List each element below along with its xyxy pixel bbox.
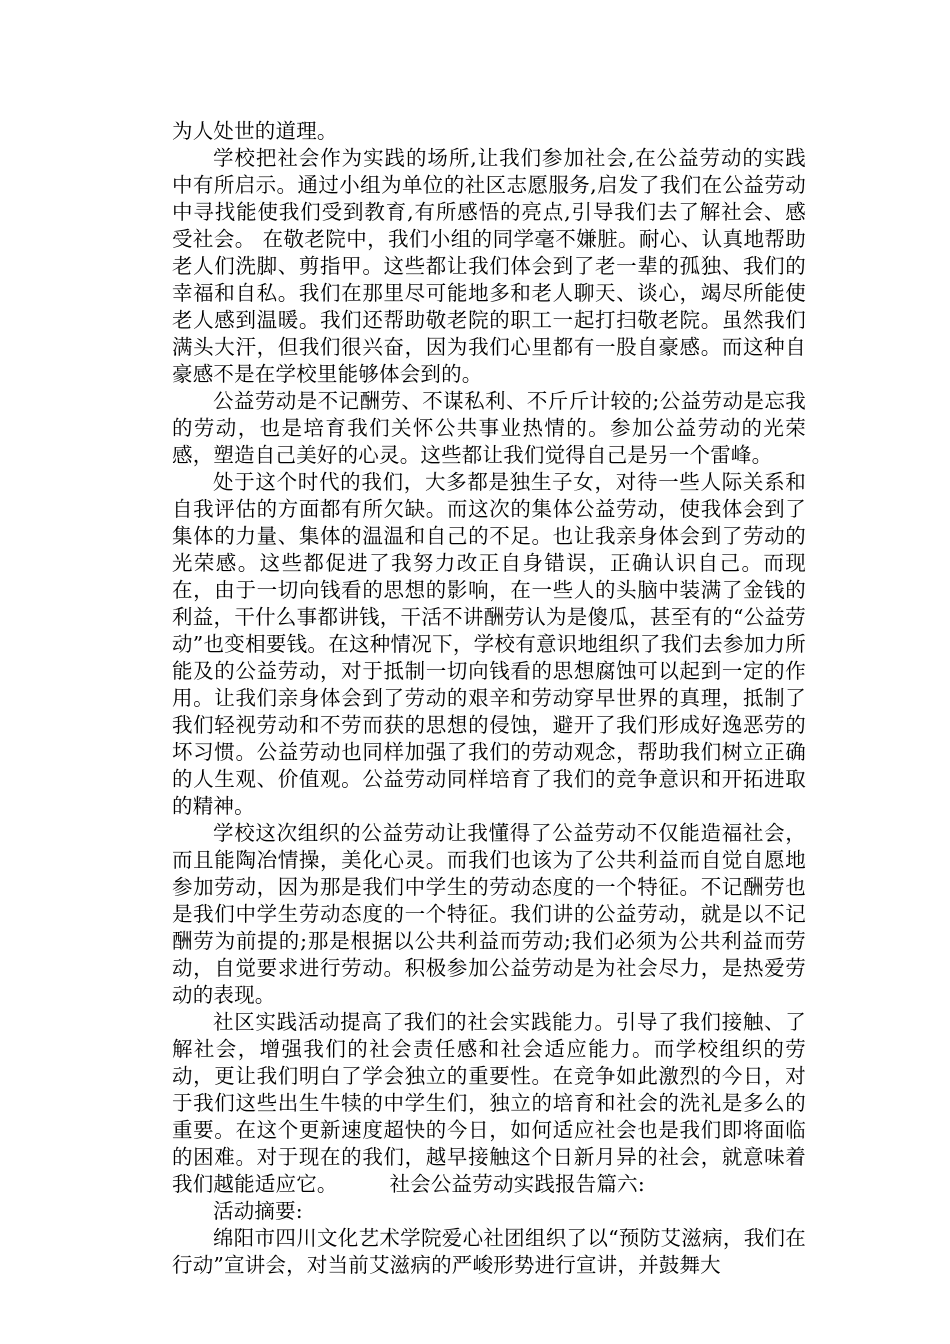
- paragraph-6: 社区实践活动提高了我们的社会实践能力。引导了我们接触、了解社会，增强我们的社会责任感和社会适应能力。而学校组织的劳动，更让我们明白了学会独立的重要性。在竞争如此激烈的今日，对于我们这些出生牛犊的中学生们，独立的培育和社会的洗礼是多么的重要。在这个更新速度超快的今日，如何适应社会也是我们即将面临的困难。对于现在的我们，越早接触这个日新月异的社会，就意味着我们越能适应它。 社会公益劳动实践报告篇六:: [172, 1010, 806, 1196]
- paragraph-5: 学校这次组织的公益劳动让我懂得了公益劳动不仅能造福社会，而且能陶冶情操，美化心灵。而我们也该为了公共利益而自觉自愿地参加劳动，因为那是我们中学生的劳动态度的一个特征。不记酬劳也是我们中学生劳动态度的一个特征。我们讲的公益劳动，就是以不记酬劳为前提的;那是根据以公共利益而劳动;我们必须为公共利益而劳动，自觉要求进行劳动。积极参加公益劳动是为社会尽力，是热爱劳动的表现。: [172, 821, 806, 1007]
- paragraph-1: 为人处世的道理。: [172, 119, 338, 143]
- paragraph-3: 公益劳动是不记酬劳、不谋私利、不斤斤计较的;公益劳动是忘我的劳动，也是培育我们关怀公共事业热情的。参加公益劳动的光荣感，塑造自己美好的心灵。这些都让我们觉得自己是另一个雷峰。: [172, 389, 806, 467]
- paragraph-4: 处于这个时代的我们，大多都是独生子女，对待一些人际关系和自我评估的方面都有所欠缺。而这次的集体公益劳动，使我体会到了集体的力量、集体的温温和自己的不足。也让我亲身体会到了劳动的光荣感。这些都促进了我努力改正自身错误，正确认识自己。而现在，由于一切向钱看的思想的影响，在一些人的头脑中装满了金钱的利益，干什么事都讲钱，干活不讲酬劳认为是傻瓜，甚至有的“公益劳动”也变相要钱。在这种情况下，学校有意识地组织了我们去参加力所能及的公益劳动，对于抵制一切向钱看的思想腐蚀可以起到一定的作用。让我们亲身体会到了劳动的艰辛和劳动穿早世界的真理，抵制了我们轻视劳动和不劳而获的思想的侵蚀，避开了我们形成好逸恶劳的坏习惯。公益劳动也同样加强了我们的劳动观念，帮助我们树立正确的人生观、价值观。公益劳动同样培育了我们的竞争意识和开拓进取的精神。: [172, 470, 806, 818]
- paragraph-7: 活动摘要:: [213, 1199, 303, 1223]
- paragraph-2: 学校把社会作为实践的场所,让我们参加社会,在公益劳动的实践中有所启示。通过小组为单位的社区志愿服务,启发了我们在公益劳动中寻找能使我们受到教育,有所感悟的亮点,引导我们去了解社会、感受社会。 在敬老院中，我们小组的同学毫不嫌脏。耐心、认真地帮助老人们洗脚、剪指甲。这些都让我们体会到了老一辈的孤独、我们的幸福和自私。我们在那里尽可能地多和老人聊天、谈心，竭尽所能使老人感到温暖。我们还帮助敬老院的职工一起打扫敬老院。虽然我们满头大汗，但我们很兴奋，因为我们心里都有一股自豪感。而这种自豪感不是在学校里能够体会到的。: [172, 146, 806, 386]
- paragraph-8: 绵阳市四川文化艺术学院爱心社团组织了以“预防艾滋病，我们在行动”宣讲会，对当前艾滋病的严峻形势进行宣讲，并鼓舞大: [172, 1226, 806, 1277]
- document-page: [172, 118, 806, 1279]
